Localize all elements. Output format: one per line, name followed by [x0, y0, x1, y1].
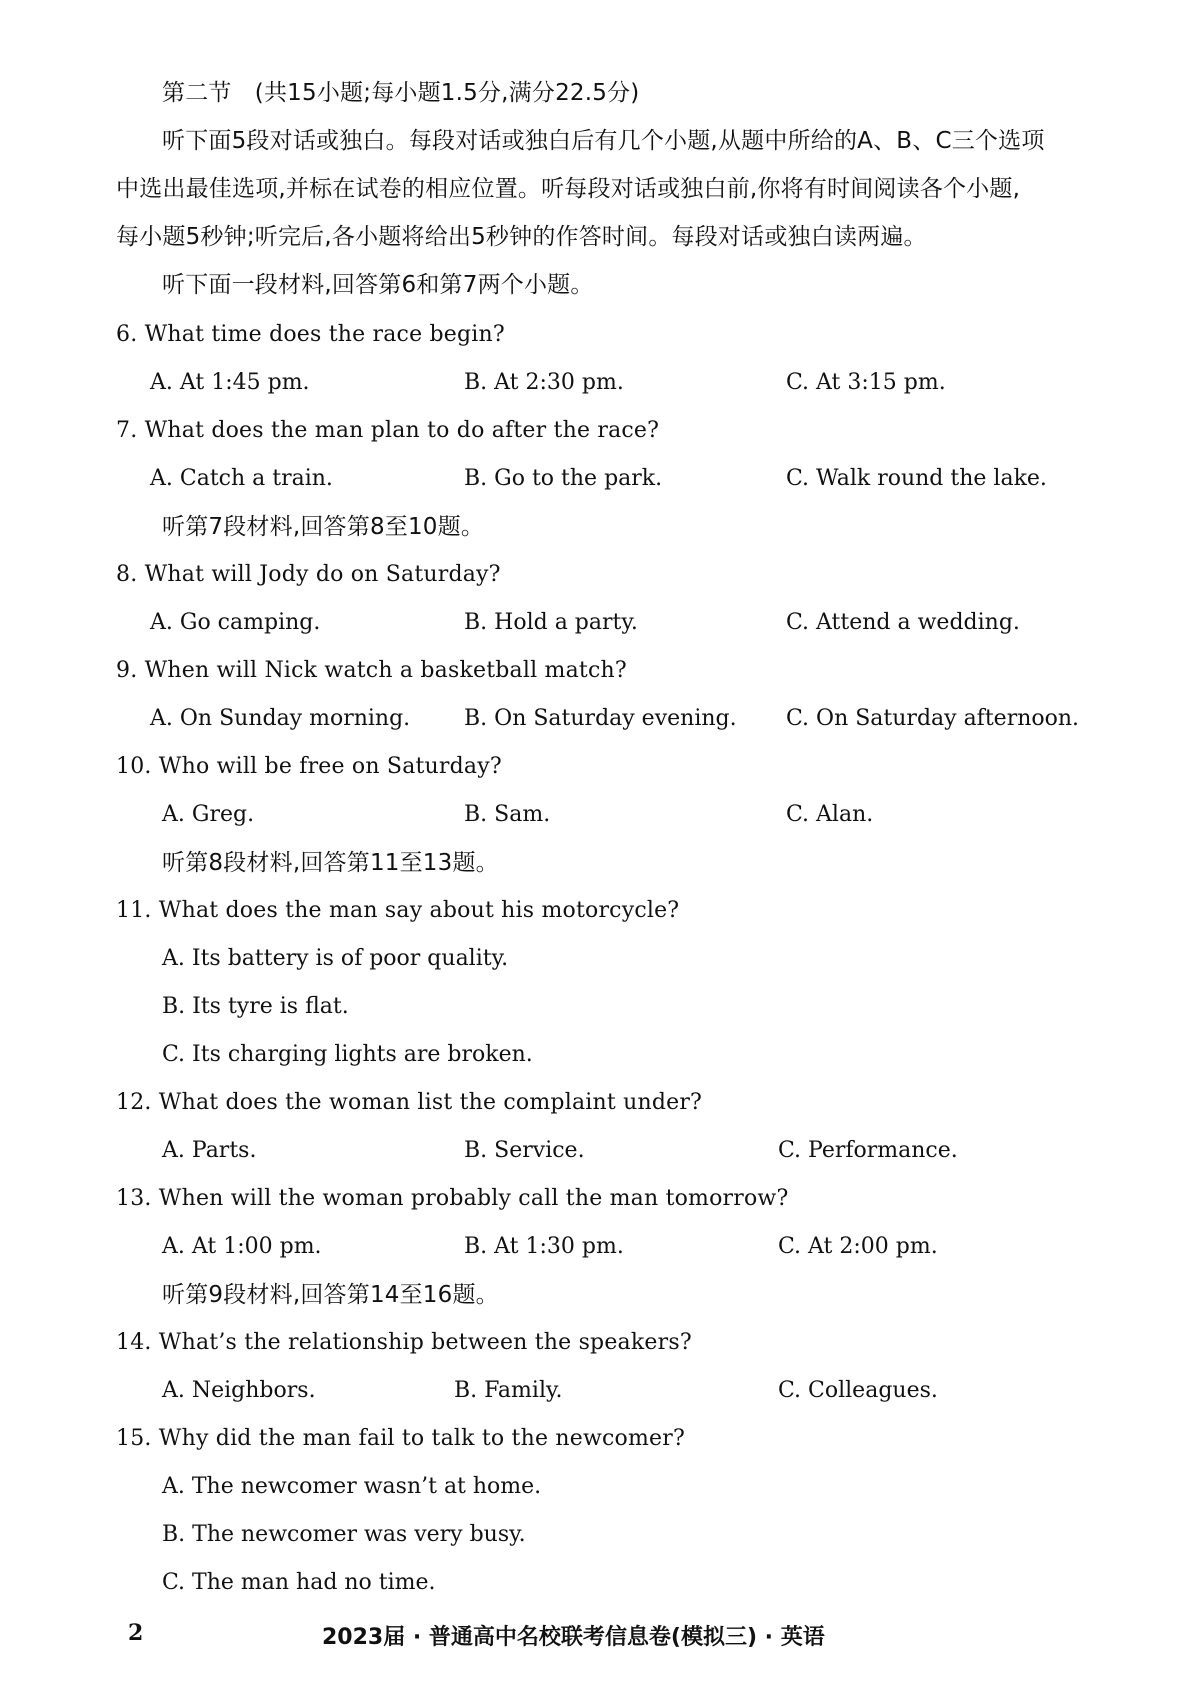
instructions-line-1: 听下面5段对话或独白。每段对话或独白后有几个小题,从题中所给的A、B、C三个选项	[162, 128, 1045, 154]
subsection-dialogue-6: 听下面一段材料,回答第6和第7两个小题。	[162, 272, 594, 298]
question-7-option-a[interactable]: A. Catch a train.	[150, 466, 333, 491]
question-15-option-a[interactable]: A. The newcomer wasn’t at home.	[162, 1474, 542, 1499]
question-7-option-c[interactable]: C. Walk round the lake.	[786, 466, 1047, 491]
question-8-option-c[interactable]: C. Attend a wedding.	[786, 610, 1020, 635]
question-15-option-c[interactable]: C. The man had no time.	[162, 1570, 436, 1595]
subsection-dialogue-8: 听第8段材料,回答第11至13题。	[162, 850, 499, 876]
question-15-option-b[interactable]: B. The newcomer was very busy.	[162, 1522, 526, 1547]
question-13-option-c[interactable]: C. At 2:00 pm.	[778, 1234, 938, 1259]
question-8-option-a[interactable]: A. Go camping.	[150, 610, 321, 635]
question-14-option-b[interactable]: B. Family.	[454, 1378, 563, 1403]
question-12-option-a[interactable]: A. Parts.	[162, 1138, 257, 1163]
question-13-option-a[interactable]: A. At 1:00 pm.	[162, 1234, 322, 1259]
footer-title: 2023届 · 普通高中名校联考信息卷(模拟三) · 英语	[322, 1625, 825, 1650]
question-11-option-a[interactable]: A. Its battery is of poor quality.	[162, 946, 509, 971]
question-8-option-b[interactable]: B. Hold a party.	[464, 610, 638, 635]
question-11-option-c[interactable]: C. Its charging lights are broken.	[162, 1042, 533, 1067]
question-6-option-b[interactable]: B. At 2:30 pm.	[464, 370, 624, 395]
question-10-option-a[interactable]: A. Greg.	[162, 802, 255, 827]
section-heading: 第二节 (共15小题;每小题1.5分,满分22.5分)	[162, 80, 640, 106]
question-13-stem: 13. When will the woman probably call the man tomorrow?	[116, 1186, 789, 1211]
question-12-option-c[interactable]: C. Performance.	[778, 1138, 958, 1163]
question-11-stem: 11. What does the man say about his motorcycle?	[116, 898, 680, 923]
question-9-stem: 9. When will Nick watch a basketball match?	[116, 658, 627, 683]
subsection-dialogue-9: 听第9段材料,回答第14至16题。	[162, 1282, 499, 1308]
question-12-option-b[interactable]: B. Service.	[464, 1138, 585, 1163]
question-7-stem: 7. What does the man plan to do after the race?	[116, 418, 660, 443]
question-15-stem: 15. Why did the man fail to talk to the newcomer?	[116, 1426, 685, 1451]
instructions-line-3: 每小题5秒钟;听完后,各小题将给出5秒钟的作答时间。每段对话或独白读两遍。	[116, 224, 927, 250]
question-9-option-a[interactable]: A. On Sunday morning.	[150, 706, 411, 731]
question-6-option-c[interactable]: C. At 3:15 pm.	[786, 370, 946, 395]
question-13-option-b[interactable]: B. At 1:30 pm.	[464, 1234, 624, 1259]
question-14-stem: 14. What’s the relationship between the speakers?	[116, 1330, 692, 1355]
question-10-stem: 10. Who will be free on Saturday?	[116, 754, 502, 779]
question-8-stem: 8. What will Jody do on Saturday?	[116, 562, 501, 587]
subsection-dialogue-7: 听第7段材料,回答第8至10题。	[162, 514, 485, 540]
question-6-option-a[interactable]: A. At 1:45 pm.	[150, 370, 310, 395]
question-12-stem: 12. What does the woman list the complaint under?	[116, 1090, 703, 1115]
question-9-option-c[interactable]: C. On Saturday afternoon.	[786, 706, 1080, 731]
question-14-option-a[interactable]: A. Neighbors.	[162, 1378, 316, 1403]
question-10-option-c[interactable]: C. Alan.	[786, 802, 874, 827]
question-7-option-b[interactable]: B. Go to the park.	[464, 466, 663, 491]
instructions-line-2: 中选出最佳选项,并标在试卷的相应位置。听每段对话或独白前,你将有时间阅读各个小题,	[116, 176, 1021, 202]
question-9-option-b[interactable]: B. On Saturday evening.	[464, 706, 737, 731]
question-14-option-c[interactable]: C. Colleagues.	[778, 1378, 938, 1403]
question-11-option-b[interactable]: B. Its tyre is flat.	[162, 994, 349, 1019]
question-10-option-b[interactable]: B. Sam.	[464, 802, 551, 827]
page-number: 2	[128, 1620, 144, 1646]
question-6-stem: 6. What time does the race begin?	[116, 322, 505, 347]
